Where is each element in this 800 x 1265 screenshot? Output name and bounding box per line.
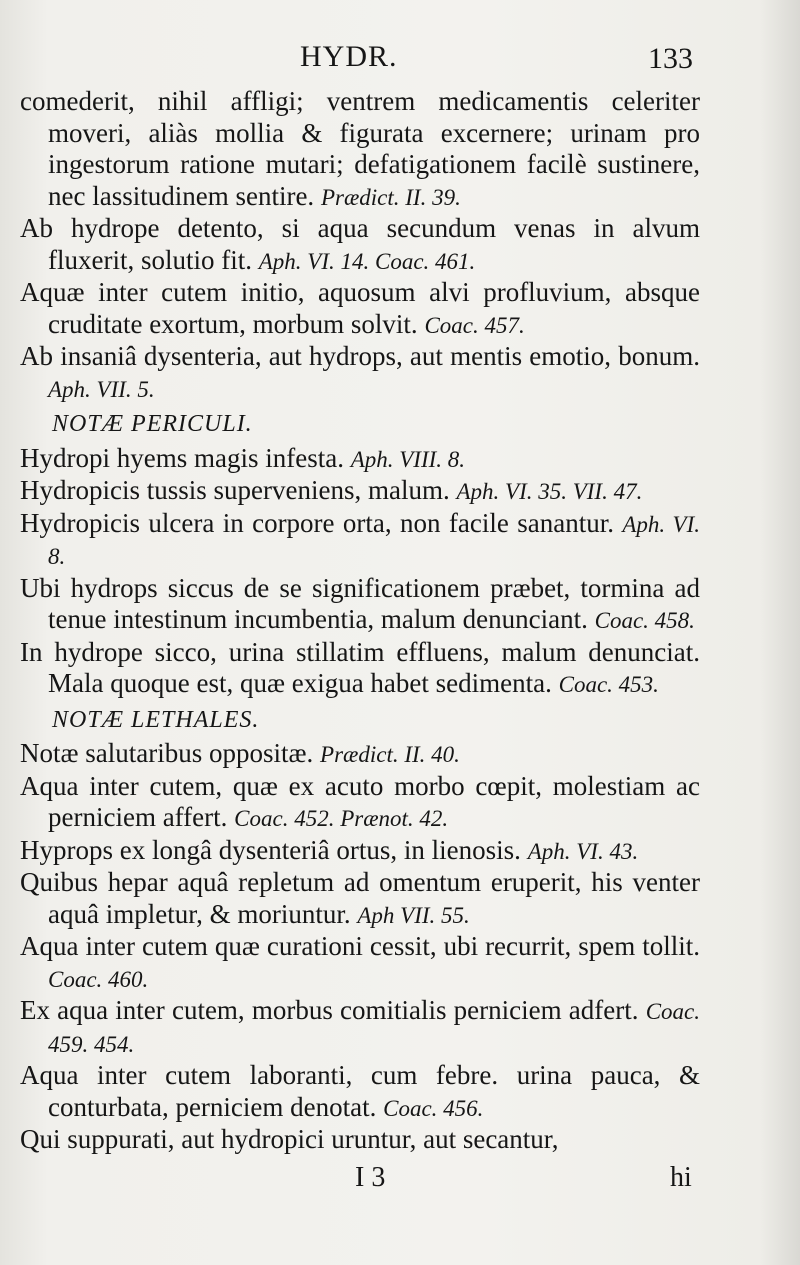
entry-text: Aqua inter cutem quæ curationi cessit, ubi recurrit, spem tollit. [20,931,700,961]
page-footer [0,1162,800,1202]
entry-reference: Coac. 453. [558,672,659,697]
section-heading-periculi: NOTÆ PERICULI. [52,411,253,437]
entry-text: Ubi hydrops siccus de se significationem præbet, tormina ad tenue intestinum incumbentia, malum denunciant. [20,572,700,634]
entry [20,341,700,405]
entry-reference: Coac. 458. [594,608,695,633]
entry-text: Aqua inter cutem, quæ ex acuto morbo cœpit, molestiam ac perniciem affert. [20,770,700,832]
entry-reference: Coac. 459. 454. [48,999,701,1057]
page-body [20,86,700,1156]
entry-text: In hydrope sicco, urina stillatim effluens, malum denunciat. Mala quoque est, quæ exigua habet sedimenta. [20,636,700,698]
page-header [0,40,800,80]
entry-text: Hydropicis ulcera in corpore orta, non facile sanantur. [20,507,614,538]
entry-reference: Coac. 457. [424,312,525,338]
entry-text: Quibus hepar aquâ repletum ad omentum eruperit, his venter aquâ impletur, & moriuntur. [20,867,700,929]
entry-text: comederit, nihil affligi; ventrem medicamentis celeriter moveri, aliàs mollia & figurata excernere; urinam pro ingestorum ratione mutari; defatigationem facilè sustinere, nec lassitudinem sentire. [20,86,700,211]
entry-reference: Coac. 456. [383,1095,484,1121]
signature-mark: I 3 [355,1162,386,1193]
entry-reference: Aph. VIII. 8. [350,446,466,472]
entry [20,867,700,931]
entry-reference: Aph VII. 55. [357,902,470,928]
entry [20,508,700,573]
entry [20,1060,700,1124]
entry-text: Ex aqua inter cutem, morbus comitialis perniciem adfert. [20,995,639,1025]
entry [20,573,700,637]
entry [20,86,700,213]
entry [20,931,700,995]
entry [20,1124,700,1156]
entry [20,443,700,476]
entry [20,277,700,341]
entry-text: Hydropicis tussis superveniens, malum. [20,475,450,505]
page-number: 133 [648,42,693,75]
entry-reference: Aph. VI. 14. Coac. 461. [258,248,476,274]
entry-text: Notæ salutaribus oppositæ. [20,738,314,768]
entry-reference: Aph. VII. 5. [48,376,155,402]
entry [20,738,700,771]
entry [20,995,700,1060]
entry-reference: Coac. 460. [48,966,149,992]
entry-reference: Coac. 452. Prænot. 42. [234,806,449,831]
entry-text: Aquæ inter cutem initio, aquosum alvi profluvium, absque cruditate exortum, morbum solvit. [20,277,700,339]
entry-reference: Prædict. II. 40. [320,742,460,767]
entry-reference: Aph. VI. 43. [527,838,639,864]
entry-text: Hydropi hyems magis infesta. [20,442,344,473]
entry [20,475,700,508]
entry [20,213,700,277]
entry [20,835,700,868]
running-head: HYDR. [300,40,398,73]
entry [20,771,700,835]
entry-text: Ab insaniâ dysenteria, aut hydrops, aut mentis emotio, bonum. [20,341,700,371]
entry-reference: Aph. VI. 8. [48,511,701,569]
section-heading-lethales: NOTÆ LETHALES. [52,706,260,733]
entry-reference: Prædict. II. 39. [320,184,461,210]
entry-text: Aqua inter cutem laboranti, cum febre. urina pauca, & conturbata, perniciem denotat. [20,1060,700,1122]
entry-reference: Aph. VI. 35. VII. 47. [456,479,643,504]
catchword: hi [670,1162,692,1193]
entry [20,637,700,701]
entry-text: Hyprops ex longâ dysenteriâ ortus, in lienosis. [20,834,521,865]
entry-text: Ab hydrope detento, si aqua secundum venas in alvum fluxerit, solutio fit. [20,213,700,275]
entry-text: Qui suppurati, aut hydropici uruntur, aut secantur, [20,1124,559,1154]
